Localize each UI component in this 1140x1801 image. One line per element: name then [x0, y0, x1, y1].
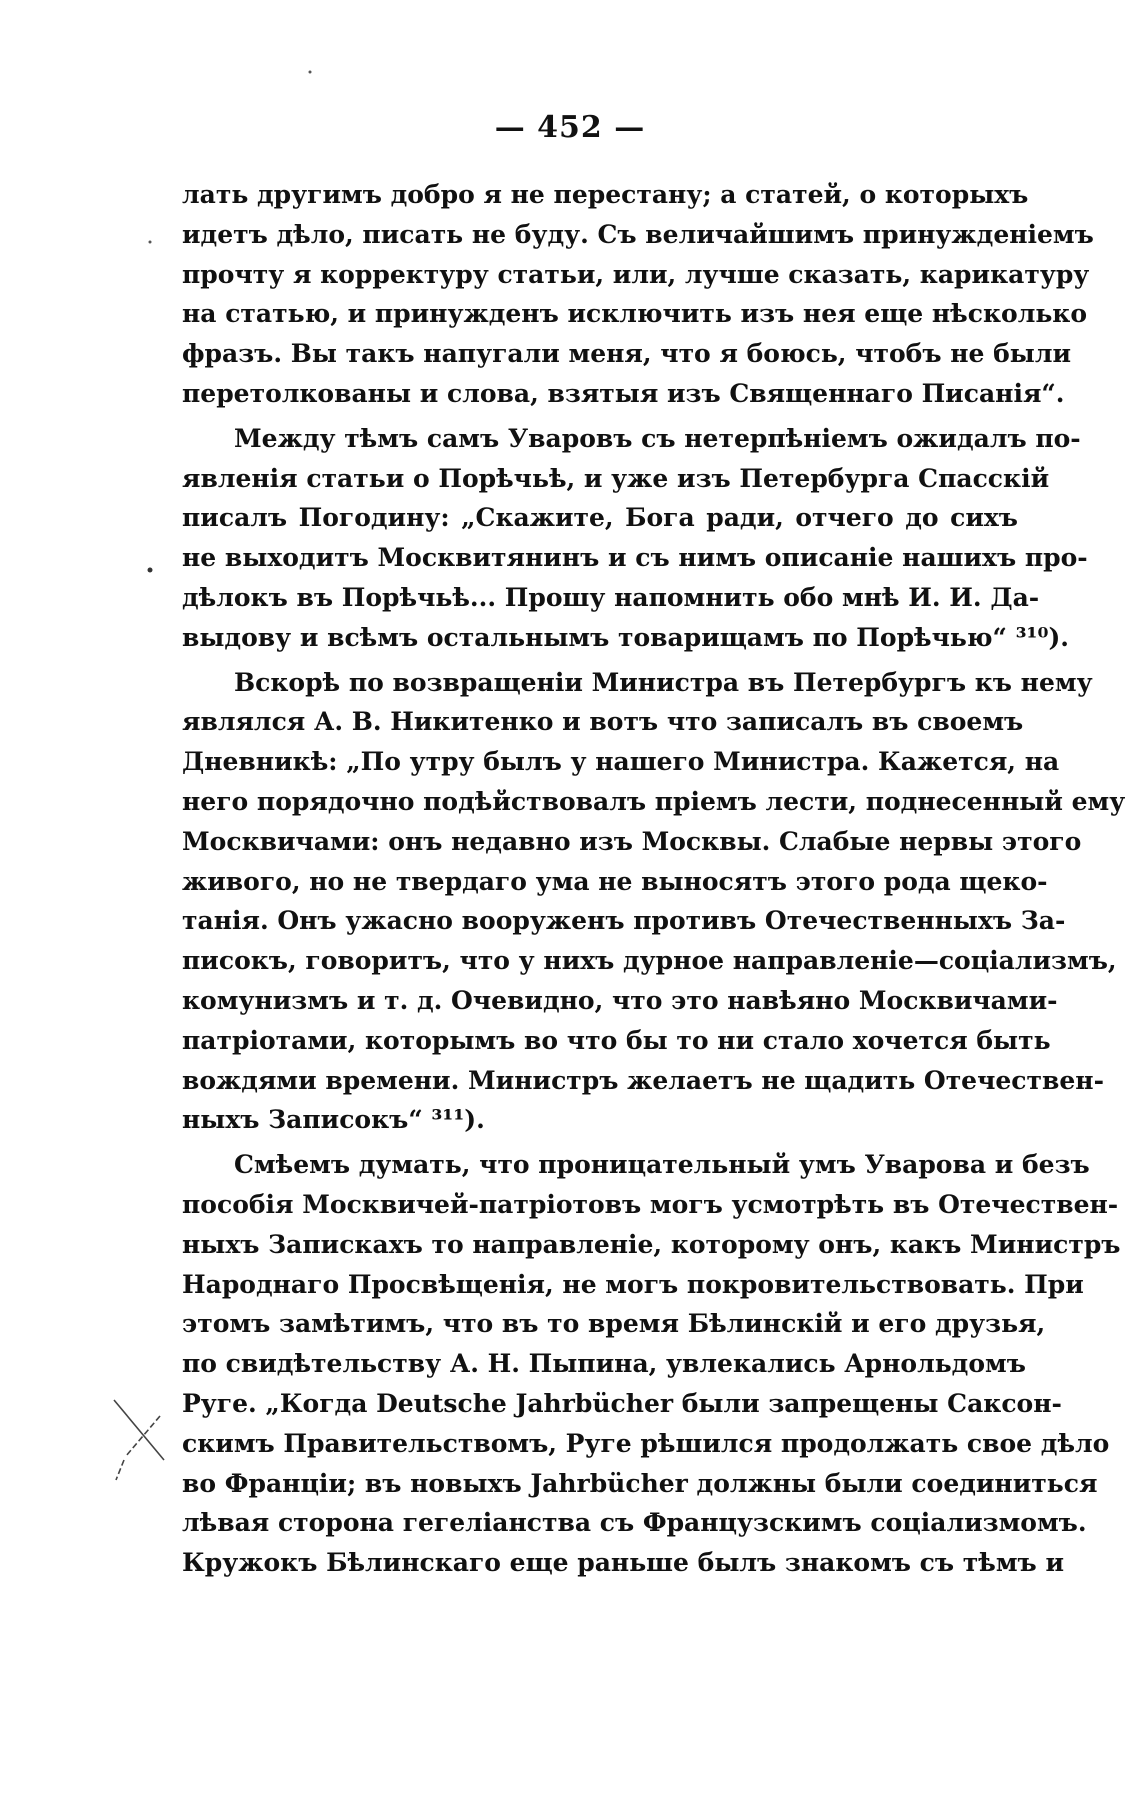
text-line: Между тѣмъ самъ Уваровъ съ нетерпѣніемъ ожидалъ по-	[234, 423, 1081, 453]
text-line: прочту я корректуру статьи, или, лучше сказать, карикатуру	[182, 259, 1090, 289]
text-line: Руге. „Когда Deutsche Jahrbücher были запрещены Саксон-	[182, 1388, 1062, 1418]
text-line: него порядочно подѣйствовалъ пріемъ лести, поднесенный ему	[182, 786, 1126, 816]
text-line: Смѣемъ думать, что проницательный умъ Уварова и безъ	[234, 1150, 1090, 1180]
text-line: живого, но не твердаго ума не выносятъ этого рода щеко-	[182, 866, 1048, 896]
text-line: патріотами, которымъ во что бы то ни стало хочется быть	[182, 1025, 1051, 1055]
text-line: дѣлокъ въ Порѣчьѣ... Прошу напомнить обо мнѣ И. И. Да-	[182, 582, 1040, 612]
text-line: идетъ дѣло, писать не буду. Съ величайшимъ принужденіемъ	[182, 219, 1094, 249]
text-line: явленія статьи о Порѣчьѣ, и уже изъ Петербурга Спасскій	[182, 463, 1050, 493]
text-line: по свидѣтельству А. Н. Пыпина, увлекались Арнольдомъ	[182, 1349, 1026, 1379]
text-line: лѣвая сторона гегеліанства съ Французскимъ соціализмомъ.	[182, 1508, 1087, 1538]
text-line: танія. Онъ ужасно вооруженъ противъ Отечественныхъ За-	[182, 906, 1066, 936]
text-line: не выходитъ Москвитянинъ и съ нимъ описаніе нашихъ про-	[182, 543, 1088, 573]
text-line: перетолкованы и слова, взятыя изъ Священнаго Писанія“.	[182, 378, 1065, 408]
text-line: лать другимъ добро я не перестану; а статей, о которыхъ	[182, 180, 1029, 209]
body-text	[182, 175, 1126, 1583]
text-line: Дневникѣ: „По утру былъ у нашего Министра. Кажется, на	[182, 747, 1060, 777]
text-line: пособія Москвичей-патріотовъ могъ усмотрѣть въ Отечествен-	[182, 1189, 1119, 1219]
page-number: — 452 —	[494, 110, 646, 145]
text-line: комунизмъ и т. д. Очевидно, что это навѣяно Москвичами-	[182, 985, 1058, 1015]
text-line: Москвичами: онъ недавно изъ Москвы. Слабые нервы этого	[182, 826, 1082, 856]
text-line: ныхъ Записокъ“ ³¹¹).	[182, 1105, 485, 1135]
text-line: Народнаго Просвѣщенія, не могъ покровительствовать. При	[182, 1269, 1084, 1299]
text-line: вождями времени. Министръ желаетъ не щадить Отечествен-	[182, 1065, 1104, 1095]
text-line: выдову и всѣмъ остальнымъ товарищамъ по Порѣчью“ ³¹⁰).	[182, 622, 1069, 652]
margin-pencil-mark-icon	[112, 1398, 172, 1488]
text-line: писокъ, говоритъ, что у нихъ дурное направленіе—соціализмъ,	[182, 946, 1117, 976]
text-line: во Франціи; въ новыхъ Jahrbücher должны были соединиться	[182, 1468, 1098, 1498]
text-line: этомъ замѣтимъ, что въ то время Бѣлинскій и его друзья,	[182, 1309, 1046, 1339]
text-line: фразъ. Вы такъ напугали меня, что я боюсь, чтобъ не были	[182, 339, 1072, 369]
text-line: скимъ Правительствомъ, Руге рѣшился продолжать свое дѣло	[182, 1428, 1110, 1458]
text-line: Вскорѣ по возвращеніи Министра въ Петербургъ къ нему	[234, 667, 1093, 697]
text-line: писалъ Погодину: „Скажите, Бога ради, отчего до сихъ	[182, 503, 1018, 533]
text-line: ныхъ Запискахъ то направленіе, которому онъ, какъ Министръ	[182, 1229, 1121, 1259]
text-line: являлся А. В. Никитенко и вотъ что записалъ въ своемъ	[182, 707, 1024, 737]
text-line: Кружокъ Бѣлинскаго еще раньше былъ знакомъ съ тѣмъ и	[182, 1548, 1064, 1578]
text-line: на статью, и принужденъ исключить изъ нея еще нѣсколько	[182, 299, 1088, 329]
